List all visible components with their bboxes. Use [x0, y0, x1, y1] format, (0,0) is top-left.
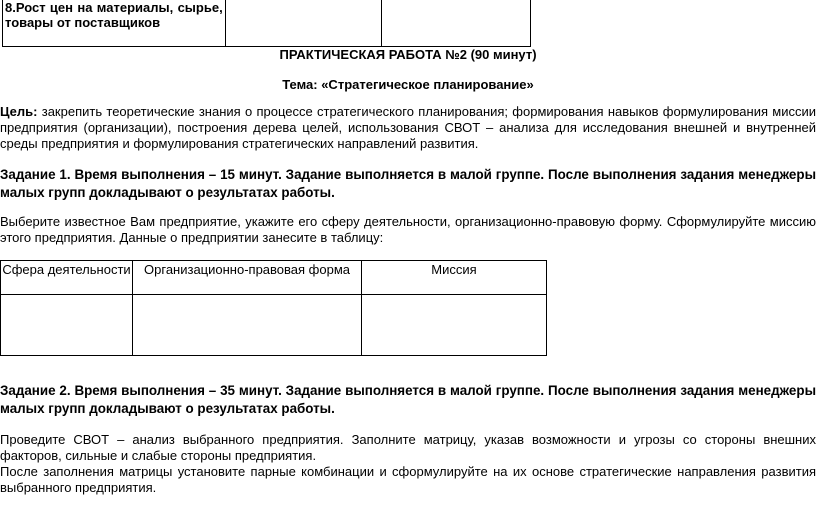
header-sphere: Сфера деятельности [1, 261, 133, 295]
task1-title: Задание 1. Время выполнения – 15 минут. Задание выполняется в малой группе. После выполнения задания менеджеры малых групп докладывают о результатах работы. [0, 167, 816, 200]
threat-criterion-text: 8.Рост цен на материалы, сырье, товары от поставщиков [5, 0, 223, 30]
header-legal-form: Организационно-правовая форма [133, 261, 362, 295]
table-row [3, 0, 531, 47]
empty-cell [362, 295, 547, 356]
topic-line: Тема: «Стратегическое планирование» [282, 77, 534, 92]
table-row [1, 295, 547, 356]
task1-text: Выберите известное Вам предприятие, укажите его сферу деятельности, организационно-правовую форму. Сформулируйте миссию этого предприятия. Данные о предприятии занесите в таблицу: [0, 214, 816, 245]
goal-label: Цель: [0, 104, 38, 119]
threats-table-fragment [2, 0, 531, 47]
header-mission: Миссия [362, 261, 547, 295]
threat-criterion-cell [3, 0, 226, 47]
empty-cell [1, 295, 133, 356]
task2-title: Задание 2. Время выполнения – 35 минут. Задание выполняется в малой группе. После выполнения задания менеджеры малых групп докладывают о результатах работы. [0, 383, 816, 416]
empty-cell [382, 0, 531, 47]
task2-text-1: Проведите СВОТ – анализ выбранного предприятия. Заполните матрицу, указав возможности и угрозы со стороны внешних факторов, сильные и слабые стороны предприятия. [0, 432, 816, 463]
empty-cell [225, 0, 382, 47]
task2-text-2: После заполнения матрицы установите парные комбинации и сформулируйте на их основе стратегические направления развития выбранного предприятия. [0, 464, 816, 495]
empty-cell [133, 295, 362, 356]
goal-paragraph [0, 104, 816, 152]
goal-text: закрепить теоретические знания о процессе стратегического планирования; формирования навыков формулирования миссии предприятия (организации), построения дерева целей, использования СВОТ – анализа для исследования внешней и внутренней среды предприятия и формулирования стратегических направлений развития. [0, 104, 816, 151]
enterprise-table [0, 260, 547, 356]
page-title: ПРАКТИЧЕСКАЯ РАБОТА №2 (90 минут) [279, 47, 537, 62]
table-header-row [1, 261, 547, 295]
